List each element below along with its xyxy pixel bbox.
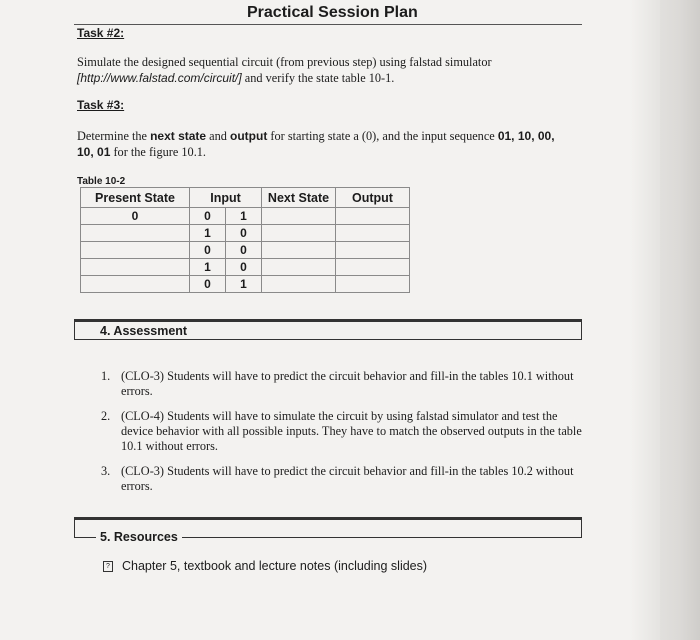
list-item-text: (CLO-3) Students will have to predict the circuit behavior and fill-in the tables 10.2 without errors. — [121, 464, 574, 493]
task3-text: and — [206, 129, 231, 143]
list-item — [97, 464, 592, 494]
cell-present-state — [81, 242, 190, 259]
cell-input-b: 1 — [226, 208, 262, 225]
task3-bold-sequence: 01, 10, 00, — [497, 129, 555, 143]
table-row — [81, 208, 410, 225]
cell-input-a: 1 — [190, 225, 226, 242]
cell-next-state[interactable] — [262, 259, 336, 276]
cell-present-state — [81, 276, 190, 293]
cell-input-a: 0 — [190, 208, 226, 225]
task2-line2: and verify the state table 10-1. — [241, 71, 395, 85]
list-item — [97, 409, 592, 454]
cell-next-state[interactable] — [262, 208, 336, 225]
state-table-10-2 — [80, 187, 410, 293]
cell-present-state: 0 — [81, 208, 190, 225]
cell-output[interactable] — [336, 259, 410, 276]
list-item — [97, 369, 592, 399]
page-title: Practical Session Plan — [247, 4, 418, 21]
cell-input-b: 0 — [226, 242, 262, 259]
list-item-number: 3. — [101, 464, 111, 478]
header-present-state: Present State — [81, 188, 190, 208]
cell-next-state[interactable] — [262, 242, 336, 259]
resource-item — [103, 559, 427, 573]
list-item-number: 1. — [101, 369, 111, 383]
cell-output[interactable] — [336, 225, 410, 242]
resources-heading: 5. Resources — [96, 530, 182, 544]
task3-text: Determine the — [77, 129, 151, 143]
list-item-text: (CLO-3) Students will have to predict the circuit behavior and fill-in the tables 10.1 without errors. — [121, 369, 574, 398]
cell-present-state — [81, 225, 190, 242]
cell-output[interactable] — [336, 242, 410, 259]
header-next-state: Next State — [262, 188, 336, 208]
table-caption: Table 10-2 — [77, 176, 126, 187]
header-divider — [74, 24, 582, 25]
assessment-heading: 4. Assessment — [96, 324, 191, 338]
cell-input-a: 0 — [190, 242, 226, 259]
cell-input-a: 1 — [190, 259, 226, 276]
cell-input-b: 0 — [226, 259, 262, 276]
task3-bold-sequence-end: 10, 01 — [77, 145, 111, 159]
table-row — [81, 225, 410, 242]
page-edge-shadow — [630, 0, 700, 640]
resource-text: Chapter 5, textbook and lecture notes (including slides) — [122, 559, 428, 573]
task3-paragraph — [77, 128, 587, 160]
table-header-row — [81, 188, 410, 208]
list-item-number: 2. — [101, 409, 111, 423]
cell-next-state[interactable] — [262, 276, 336, 293]
table-row — [81, 276, 410, 293]
cell-present-state — [81, 259, 190, 276]
cell-input-b: 1 — [226, 276, 262, 293]
missing-glyph-icon: ? — [103, 561, 113, 572]
task3-heading: Task #3: — [77, 98, 125, 112]
table-row — [81, 242, 410, 259]
task2-line1: Simulate the designed sequential circuit (from previous step) using falstad simulator — [77, 55, 492, 69]
task2-heading: Task #2: — [77, 26, 125, 40]
assessment-list — [97, 369, 592, 504]
header-input: Input — [190, 188, 262, 208]
task3-bold-output: output — [230, 129, 268, 143]
list-item-text: (CLO-4) Students will have to simulate the circuit by using falstad simulator and test the device behavior with all possible inputs. They have to match the observed outputs in the table 10.1 without errors. — [121, 409, 582, 453]
cell-output[interactable] — [336, 276, 410, 293]
cell-input-a: 0 — [190, 276, 226, 293]
cell-next-state[interactable] — [262, 225, 336, 242]
cell-output[interactable] — [336, 208, 410, 225]
table-row — [81, 259, 410, 276]
task3-bold-next-state: next state — [150, 129, 207, 143]
task2-paragraph — [77, 54, 587, 86]
task3-text: for the figure 10.1. — [110, 145, 206, 159]
header-output: Output — [336, 188, 410, 208]
falstad-link[interactable]: [http://www.falstad.com/circuit/] — [77, 71, 242, 85]
cell-input-b: 0 — [226, 225, 262, 242]
task3-text: for starting state a (0), and the input sequence — [267, 129, 498, 143]
